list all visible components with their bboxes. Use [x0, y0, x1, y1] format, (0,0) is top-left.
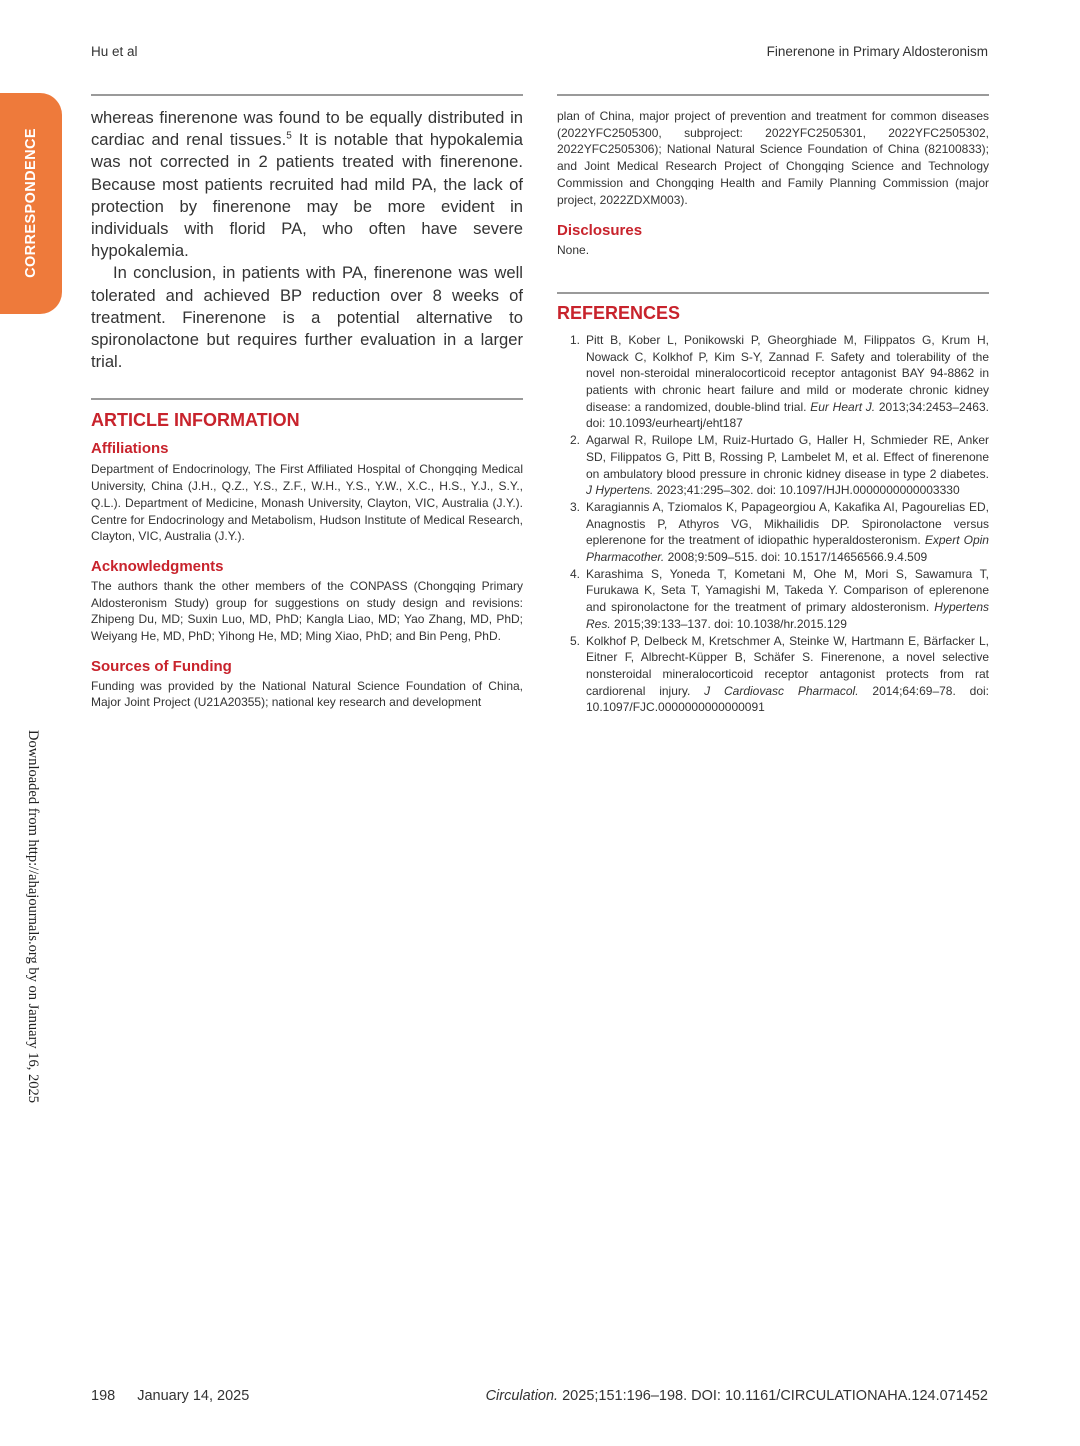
left-column: [91, 94, 523, 711]
issue-date: January 14, 2025: [137, 1388, 250, 1404]
reference-item: [557, 633, 989, 717]
reference-text: [586, 566, 989, 633]
reference-authors-title: Agarwal R, Ruilope LM, Ruiz-Hurtado G, Haller H, Schmieder RE, Anker SD, Filippatos G, Pitt B, Rossing P, Lambelet M, et al. Effect of finerenone on ambulatory blood pressure in chronic kidney disease in type 2 diabetes.: [586, 433, 989, 481]
citation-superscript: 5: [286, 130, 292, 142]
reference-journal: Eur Heart J.: [810, 399, 876, 414]
body-text-segment: It is notable that hypokalemia was not corrected in 2 patients treated with finerenone. Because most patients recruited had mild PA, the lack of protection by finerenone may be more evident in individuals with florid PA, who often have severe hypokalemia.: [91, 130, 523, 261]
reference-item: [557, 432, 989, 499]
body-text-segment: whereas finerenone was found to be equally distributed in cardiac and renal tissues.: [91, 108, 523, 150]
disclosures-heading: Disclosures: [557, 222, 643, 240]
footer-citation: [486, 1388, 988, 1404]
reference-details: 2014;64:69–78. doi: 10.1097/FJC.0000000000000091: [586, 683, 989, 715]
funding-text: Funding was provided by the National Natural Science Foundation of China, Major Joint Project (U21A20355); national key research and development: [91, 678, 523, 710]
body-paragraph: In conclusion, in patients with PA, finerenone was well tolerated and achieved BP reduction over 8 weeks of treatment. Finerenone is a potential alternative to spironolactone but requires further evaluation in a larger trial.: [91, 263, 523, 372]
reference-number: 3.: [569, 499, 580, 514]
reference-item: [557, 499, 989, 566]
reference-text: [586, 432, 989, 499]
reference-authors-title: Kolkhof P, Delbeck M, Kretschmer A, Steinke W, Hartmann E, Bärfacker L, Eitner F, Albrecht-Küpper B, Schäfer S. Finerenone, a novel selective nonsteroidal mineralocorticoid receptor antagonist protects from rat cardiorenal injury.: [586, 633, 989, 698]
reference-number: 5.: [569, 633, 580, 648]
reference-number: 2.: [569, 433, 580, 448]
reference-journal: J Cardiovasc Pharmacol.: [704, 683, 859, 698]
running-head-title: Finerenone in Primary Aldosteronism: [766, 44, 988, 59]
disclosures-text: None.: [557, 243, 590, 258]
funding-text-continued: plan of China, major project of prevention and treatment for common diseases (2022YFC2505300, subproject: 2022YFC2505301, 2022YFC2505302, 2022YFC2505306); National Natural Science Foundation of China (82100833); and Joint Medical Research Project of Chongqing Science and Technology Commission and Chongqing Health and Family Planning Commission (major project, 2022ZDXM003).: [557, 109, 989, 207]
download-note: Downloaded from http://ahajournals.org by on January 16, 2025: [25, 730, 41, 1104]
reference-text: [586, 633, 989, 717]
acknowledgments-heading: Acknowledgments: [91, 557, 224, 575]
funding-heading: Sources of Funding: [91, 657, 232, 675]
reference-text: [586, 332, 989, 432]
reference-item: [557, 332, 989, 432]
footer-left: [91, 1388, 249, 1404]
journal-name: Circulation.: [485, 1388, 559, 1404]
column-rule: [557, 94, 989, 96]
reference-list: [557, 332, 989, 716]
page-number: 198: [91, 1388, 116, 1404]
reference-number: 1.: [569, 332, 580, 347]
section-rule: [557, 292, 989, 294]
section-rule: [91, 398, 523, 400]
running-head-authors: Hu et al: [91, 44, 138, 59]
reference-journal: Hypertens Res.: [586, 600, 989, 631]
reference-details: 2015;39:133–137. doi: 10.1038/hr.2015.129: [610, 616, 847, 631]
reference-authors-title: Karashima S, Yoneda T, Kometani M, Ohe M, Mori S, Sawamura T, Furukawa K, Seta T, Yamagishi M, Takeda Y. Comparison of eplerenone and spironolactone for the treatment of primary aldosteronism.: [586, 566, 989, 615]
body-paragraph: [91, 107, 523, 262]
reference-authors-title: Karagiannis A, Tziomalos K, Papageorgiou A, Kakafika AI, Pagourelias ED, Anagnostis P, Athyros VG, Mikhailidis DP. Spironolactone versus eplerenone for the treatment of idiopathic hyperaldosteronism.: [586, 499, 989, 548]
section-tab-label: CORRESPONDENCE: [23, 128, 39, 278]
reference-authors-title: Pitt B, Kober L, Ponikowski P, Gheorghiade M, Filippatos G, Krum H, Nowack C, Kolkhof P, Kim S-Y, Zannad F. Safety and tolerability of the novel non-steroidal mineralocorticoid receptor antagonist BAY 94-8862 in patients with chronic heart failure and mild or moderate chronic kidney disease: a randomized, double-blind trial.: [586, 332, 989, 414]
reference-details: 2023;41:295–302. doi: 10.1097/HJH.0000000000003330: [653, 483, 960, 498]
acknowledgments-text: The authors thank the other members of the CONPASS (Chongqing Primary Aldosteronism Study) group for suggestions on study design and revisions: Zhipeng Du, MD; Suxin Luo, MD, PhD; Kangla Liao, MD; Yao Zhang, MD, PhD; Weiyang He, MD, PhD; Yihong He, MD; Ming Xiao, PhD; and Bin Peng, PhD.: [91, 578, 523, 644]
section-tab: [0, 93, 62, 314]
reference-details: 2008;9:509–515. doi: 10.1517/14656566.9.4.509: [664, 550, 928, 565]
references-heading: REFERENCES: [557, 302, 681, 323]
reference-journal: Expert Opin Pharmacother.: [586, 533, 989, 565]
citation-doi: 2025;151:196–198. DOI: 10.1161/CIRCULATIONAHA.124.071452: [558, 1388, 988, 1404]
column-rule: [91, 94, 523, 96]
affiliations-text: Department of Endocrinology, The First Affiliated Hospital of Chongqing Medical University, China (J.H., Q.Z., Y.S., Z.F., W.H., Y.S., Y.W., X.C., H.S., Y.J., S.Y., Q.L.). Department of Medicine, Monash University, Clayton, VIC, Australia (J.Y.). Centre for Endocrinology and Metabolism, Hudson Institute of Medical Research, Clayton, VIC, Australia (J.Y.).: [91, 462, 523, 544]
reference-number: 4.: [569, 566, 580, 581]
body-text: [91, 107, 523, 373]
reference-item: [557, 566, 989, 633]
right-column: [557, 94, 989, 716]
affiliations-heading: Affiliations: [91, 440, 169, 458]
reference-text: [586, 499, 989, 566]
reference-journal: J Hypertens.: [586, 483, 654, 498]
reference-details: 2013;34:2453–2463. doi: 10.1093/eurheartj/eht187: [586, 399, 989, 431]
article-info-heading: ARTICLE INFORMATION: [91, 410, 300, 431]
